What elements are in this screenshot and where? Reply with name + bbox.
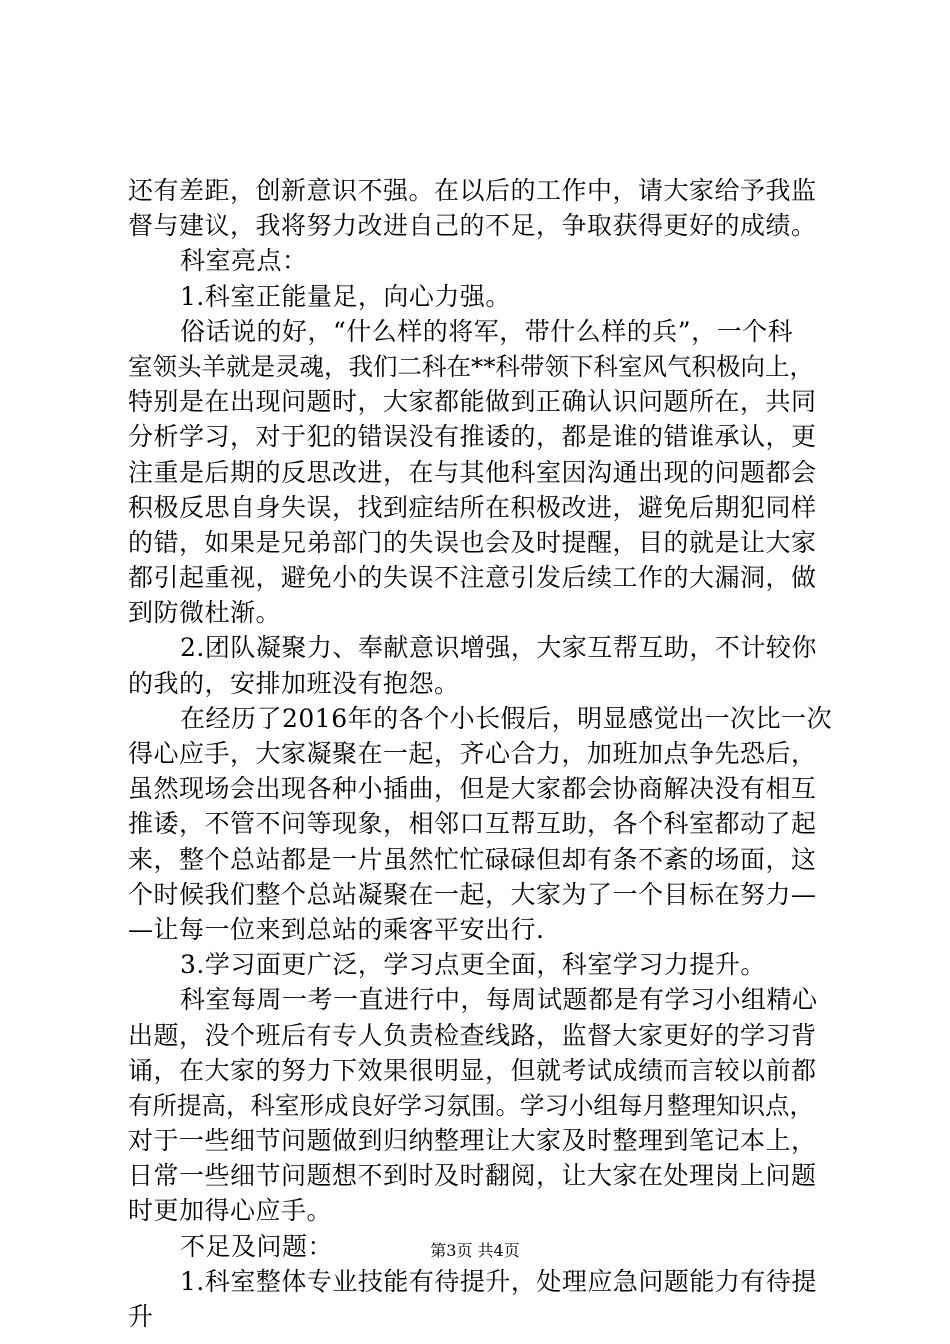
text-line: 1.科室正能量足，向心力强。 [180, 281, 511, 311]
text-line: 科室亮点： [180, 246, 308, 276]
text-line: 科室每周一考一直进行中，每周试题都是有学习小组精心 [180, 985, 818, 1015]
text-line: 积极反思自身失误，找到症结所在积极改进，避免后期犯同样 [128, 492, 817, 522]
text-line: 虽然现场会出现各种小插曲，但是大家都会协商解决没有相互 [128, 774, 817, 804]
text-line: 1.科室整体专业技能有待提升，处理应急问题能力有待提 [180, 1266, 817, 1296]
text-line: 对于一些细节问题做到归纳整理让大家及时整理到笔记本上， [128, 1126, 817, 1156]
text-line: 在经历了2016年的各个小长假后，明显感觉出一次比一次 [180, 703, 833, 733]
text-line: 的错，如果是兄弟部门的失误也会及时提醒，目的就是让大家 [128, 527, 817, 557]
text-line: 时更加得心应手。 [128, 1196, 333, 1226]
text-line: 诵，在大家的努力下效果很明显，但就考试成绩而言较以前都 [128, 1055, 817, 1085]
text-line: 2.团队凝聚力、奉献意识增强，大家互帮互助，不计较你 [180, 633, 817, 663]
text-line: 分析学习，对于犯的错误没有推诿的，都是谁的错谁承认，更 [128, 422, 817, 452]
text-line: 推诿，不管不问等现象，相邻口互帮互助，各个科室都动了起 [128, 809, 817, 839]
text-line: 升 [128, 1302, 154, 1331]
text-line: 有所提高，科室形成良好学习氛围。学习小组每月整理知识点， [128, 1090, 814, 1120]
text-line: 特别是在出现问题时，大家都能做到正确认识问题所在，共同 [128, 387, 817, 417]
text-line: 日常一些细节问题想不到时及时翻阅，让大家在处理岗上问题 [128, 1161, 817, 1191]
document-body [128, 173, 840, 1334]
text-line: 来，整个总站都是一片虽然忙忙碌碌但却有条不紊的场面，这 [128, 844, 817, 874]
text-line: 得心应手，大家凝聚在一起，齐心合力，加班加点争先恐后， [128, 739, 817, 768]
text-line: 督与建议，我将努力改进自己的不足，争取获得更好的成绩。 [128, 211, 817, 241]
text-line: 不足及问题： [180, 1231, 334, 1261]
text-line: 的我的，安排加班没有抱怨。 [128, 668, 460, 698]
text-line: 到防微杜渐。 [128, 598, 282, 628]
text-line: 注重是后期的反思改进，在与其他科室因沟通出现的问题都会 [128, 457, 817, 487]
text-line: 个时候我们整个总站凝聚在一起，大家为了一个目标在努力— [128, 879, 817, 909]
text-line: 都引起重视，避免小的失误不注意引发后续工作的大漏洞，做 [128, 563, 817, 593]
page-footer: 第3页 共4页 [430, 1241, 520, 1260]
text-line: 俗话说的好，“什么样的将军，带什么样的兵”，一个科 [180, 316, 794, 346]
text-line: 还有差距，创新意识不强。在以后的工作中，请大家给予我监 [128, 176, 817, 205]
text-line: —让每一位来到总站的乘客平安出行. [128, 914, 545, 944]
text-line: 3.学习面更广泛，学习点更全面，科室学习力提升。 [180, 950, 766, 980]
text-line: 出题，没个班后有专人负责检查线路，监督大家更好的学习背 [128, 1020, 817, 1050]
text-line: 室领头羊就是灵魂，我们二科在**科带领下科室风气积极向上， [128, 351, 814, 381]
